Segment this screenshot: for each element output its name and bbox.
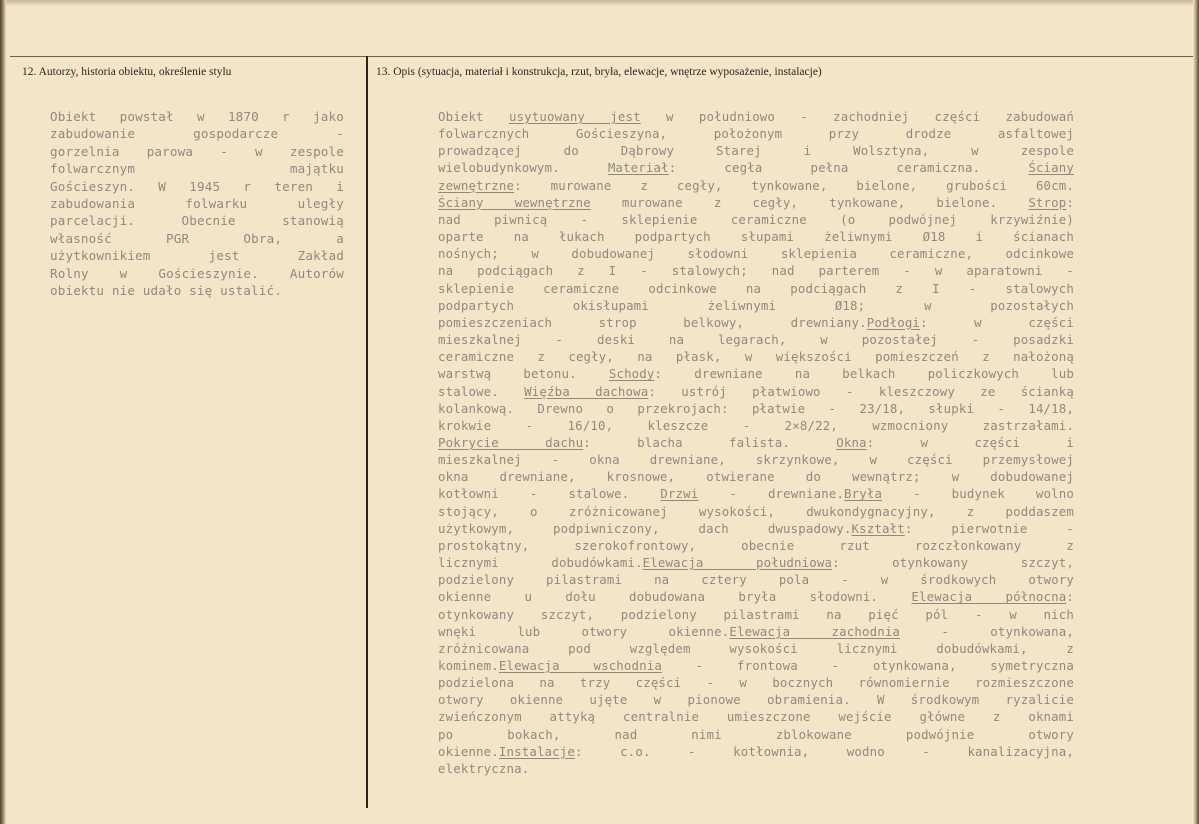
history-text-line — [50, 108, 344, 125]
description-text-line — [438, 365, 1074, 382]
text-run: mieszkalnej - deski na legarach, w pozostałej - posadzki — [438, 332, 1074, 348]
history-text-line — [50, 143, 344, 160]
text-run: podzielony pilastrami na cztery pola - w środkowych otwory — [438, 572, 1074, 588]
underlined-term: Ściany wewnętrzne — [438, 194, 591, 210]
text-run: : — [1066, 194, 1074, 210]
underlined-term: Elewacja zachodnia — [729, 623, 901, 639]
description-text-line — [438, 571, 1074, 588]
text-run: - otynkowana, — [900, 623, 1074, 639]
description-text-line — [438, 262, 1074, 279]
description-text-line — [438, 211, 1074, 228]
text-run: : blacha falista. — [583, 434, 837, 450]
description-text-line — [438, 760, 1074, 777]
history-text-line — [50, 160, 344, 177]
text-run: : pierwotnie - — [904, 520, 1074, 536]
text-run: okna drewniane, krosnowe, otwierane do wewnątrz; w dobudowanej — [438, 469, 1074, 485]
description-text-line — [438, 485, 1074, 502]
history-text-line — [50, 125, 344, 142]
text-run: folwarcznym majątku — [50, 161, 344, 177]
underlined-term: Bryła — [844, 486, 883, 502]
text-run: kominem. — [438, 658, 499, 673]
text-run: : w części — [920, 314, 1074, 330]
description-text-line — [438, 400, 1074, 417]
description-text-line — [438, 228, 1074, 245]
text-run: podpartych okisłupami żeliwnymi Ø18; w pozostałych — [438, 297, 1074, 313]
history-text-line — [50, 247, 344, 264]
text-run: wnęki lub otwory okienne. — [438, 623, 730, 639]
text-run: nad piwnicą - sklepienie ceramiczne (o podwójnej krzywiźnie) — [438, 211, 1074, 227]
text-run: : c.o. - kotłownia, wodno - kanalizacyjna, — [575, 743, 1074, 759]
description-text-line — [438, 417, 1074, 434]
description-text-line — [438, 159, 1074, 176]
page-edge-right — [1193, 0, 1199, 824]
text-run: Gościeszyn. W 1945 r teren i — [50, 178, 344, 194]
underlined-term: Kształt — [851, 520, 905, 536]
description-text-line — [438, 588, 1074, 605]
history-text-line — [50, 230, 344, 247]
description-text-line — [438, 125, 1074, 142]
text-run: w południowo - zachodniej części zabudowań — [640, 109, 1074, 124]
text-run: po bokach, nad nimi zblokowane podwójnie otwory — [438, 726, 1074, 742]
description-text-line — [438, 640, 1074, 657]
text-run: warstwą betonu. — [438, 366, 609, 382]
underlined-term: usytuowany jest — [508, 109, 641, 124]
description-text-line — [438, 708, 1074, 725]
description-text-line — [438, 451, 1074, 468]
text-run: kotłowni - stalowe. — [438, 486, 661, 502]
history-text-line — [50, 195, 344, 212]
text-run: : otynkowany szczyt, — [832, 555, 1074, 571]
text-run: elektryczna. — [438, 760, 530, 776]
section-12-heading: 12. Autorzy, historia obiektu, określenie stylu — [22, 66, 232, 78]
underlined-term: Elewacja północna — [911, 589, 1067, 605]
description-text-line — [438, 280, 1074, 297]
page-edge-top — [0, 0, 1199, 6]
description-text-line — [438, 142, 1074, 159]
text-run: - budynek wolno — [882, 486, 1074, 502]
text-run: zwieńczonym attyką centralnie umieszczone wejście główne z oknami — [438, 709, 1074, 725]
description-text-line — [438, 537, 1074, 554]
text-run: na podciągach z I - stalowych; nad parterem - w aparatowni - — [438, 263, 1074, 279]
text-run: mieszkalnej - okna drewniane, skrzynkowe, w części przemysłowej — [438, 452, 1074, 468]
text-run: krokwie - 16/10, kleszcze - 2×8/22, wzmocniony zastrzałami. — [438, 417, 1074, 433]
text-run: pomieszczeniach strop belkowy, drewniany. — [438, 314, 867, 330]
text-run: użytkownikiem jest Zakład — [50, 248, 344, 264]
underlined-term: Podłogi — [866, 314, 921, 330]
underlined-term: zewnętrzne — [438, 177, 515, 193]
text-run: : murowane z cegły, tynkowane, bielone, grubości 60cm. — [514, 177, 1074, 193]
underlined-term: Ściany — [1028, 160, 1074, 176]
text-run: : cegła pełna ceramiczna. — [668, 160, 1029, 176]
header-rule — [10, 56, 1193, 57]
text-run: okienne u dołu dobudowana bryła słodowni. — [438, 589, 912, 605]
description-text-line — [438, 726, 1074, 743]
description-text-line — [438, 554, 1074, 571]
text-run: stojący, o zróżnicowanej wysokości, dwukondygnacyjny, z poddaszem — [438, 503, 1074, 519]
underlined-term: Elewacja południowa — [642, 555, 833, 571]
text-run: zabudowanie gospodarcze - — [50, 126, 344, 142]
column-divider — [366, 56, 368, 808]
description-text-line — [438, 314, 1074, 331]
underlined-term: Drzwi — [660, 486, 699, 502]
underlined-term: Okna — [836, 434, 867, 450]
description-text-line — [438, 331, 1074, 348]
underlined-term: Więźba dachowa — [524, 383, 649, 399]
text-run: wielobudynkowym. — [438, 160, 608, 176]
text-run: Obiekt — [438, 109, 509, 124]
text-run: Rolny w Gościeszynie. Autorów — [50, 265, 344, 281]
text-run: folwarcznych Gościeszyna, położonym przy drodze asfaltowej — [438, 126, 1074, 142]
underlined-term: Instalacje — [498, 743, 575, 759]
description-text-line — [438, 691, 1074, 708]
history-text-line — [50, 282, 344, 299]
description-text-line — [438, 297, 1074, 314]
text-run: - frontowa - otynkowana, symetryczna — [661, 658, 1074, 673]
text-run: : drewniane na belkach policzkowych lub — [654, 366, 1074, 382]
text-run: : ustrój płatwiowo - kleszczowy ze ścianką — [648, 383, 1074, 399]
description-text-line — [438, 348, 1074, 365]
text-run: użytkowym, podpiwniczony, dach dwuspadowy. — [438, 520, 852, 536]
description-text-line — [438, 520, 1074, 537]
description-text-line — [438, 383, 1074, 400]
description-text-line — [438, 194, 1074, 211]
text-run: prostokątny, szerokofrontowy, obecnie rzut rozczłonkowany z — [438, 537, 1074, 553]
description-text-line — [438, 623, 1074, 640]
description-text-line — [438, 674, 1074, 691]
text-run: : w części i — [866, 434, 1074, 450]
underlined-term: Materiał — [607, 160, 669, 176]
text-run: obiektu nie udało się ustalić. — [50, 283, 282, 299]
underlined-term: Pokrycie dachu — [438, 434, 584, 450]
description-text-line — [438, 108, 1074, 125]
text-run: prowadzącej do Dąbrowy Starej i Wolsztyna, w zespole — [438, 143, 1074, 159]
text-run: murowane z cegły, tynkowane, bielone. — [590, 194, 1029, 210]
underlined-term: Elewacja wschodnia — [498, 658, 662, 673]
description-text-line — [438, 245, 1074, 262]
history-text-line — [50, 178, 344, 195]
text-run: otwory okienne ujęte w pionowe obramienia. W środkowym ryzalicie — [438, 692, 1074, 708]
section-13-heading: 13. Opis (sytuacja, materiał i konstrukcja, rzut, bryła, elewacje, wnętrze wyposażenie, instalacje) — [376, 66, 822, 78]
description-text-line — [438, 743, 1074, 760]
text-run: gorzelnia parowa - w zespole — [50, 143, 344, 159]
text-run: licznymi dobudówkami. — [438, 555, 643, 571]
text-run: sklepienie ceramiczne odcinkowe na podciągach z I - stalowych — [438, 280, 1074, 296]
section-12-text — [50, 108, 344, 299]
text-run: parcelacji. Obecnie stanowią — [50, 213, 344, 229]
text-run: zróżnicowana pod względem wysokości licznymi dobudówkami, z — [438, 640, 1074, 656]
description-text-line — [438, 468, 1074, 485]
text-run: kolankową. Drewno o przekrojach: płatwie - 23/18, słupki - 14/18, — [438, 400, 1074, 416]
text-run: oparte na łukach podpartych słupami żeliwnymi Ø18 i ścianach — [438, 229, 1074, 245]
text-run: otynkowany szczyt, podzielony pilastrami na pięć pól - w nich — [438, 606, 1074, 622]
description-text-line — [438, 434, 1074, 451]
underlined-term: Strop — [1028, 194, 1067, 210]
text-run: okienne. — [438, 743, 499, 759]
text-run: nośnych; w dobudowanej słodowni sklepienia ceramiczne, odcinkowe — [438, 246, 1074, 262]
text-run: zabudowania folwarku uległy — [50, 196, 344, 212]
text-run: ceramiczne z cegły, na płask, w większości pomieszczeń z nałożoną — [438, 349, 1074, 365]
text-run: Obiekt powstał w 1870 r jako — [50, 109, 344, 124]
description-text-line — [438, 177, 1074, 194]
text-run: - drewniane. — [698, 486, 845, 502]
text-run: własność PGR Obra, a — [50, 230, 344, 246]
history-text-line — [50, 212, 344, 229]
text-run: : — [1066, 589, 1074, 605]
text-run: podzielona na trzy części - w bocznych równomiernie rozmieszczone — [438, 675, 1074, 691]
section-13-text — [438, 108, 1074, 777]
text-run: stalowe. — [438, 383, 525, 399]
page-edge-left — [0, 0, 6, 824]
description-text-line — [438, 606, 1074, 623]
description-text-line — [438, 503, 1074, 520]
description-text-line — [438, 657, 1074, 674]
underlined-term: Schody — [608, 366, 655, 382]
history-text-line — [50, 265, 344, 282]
